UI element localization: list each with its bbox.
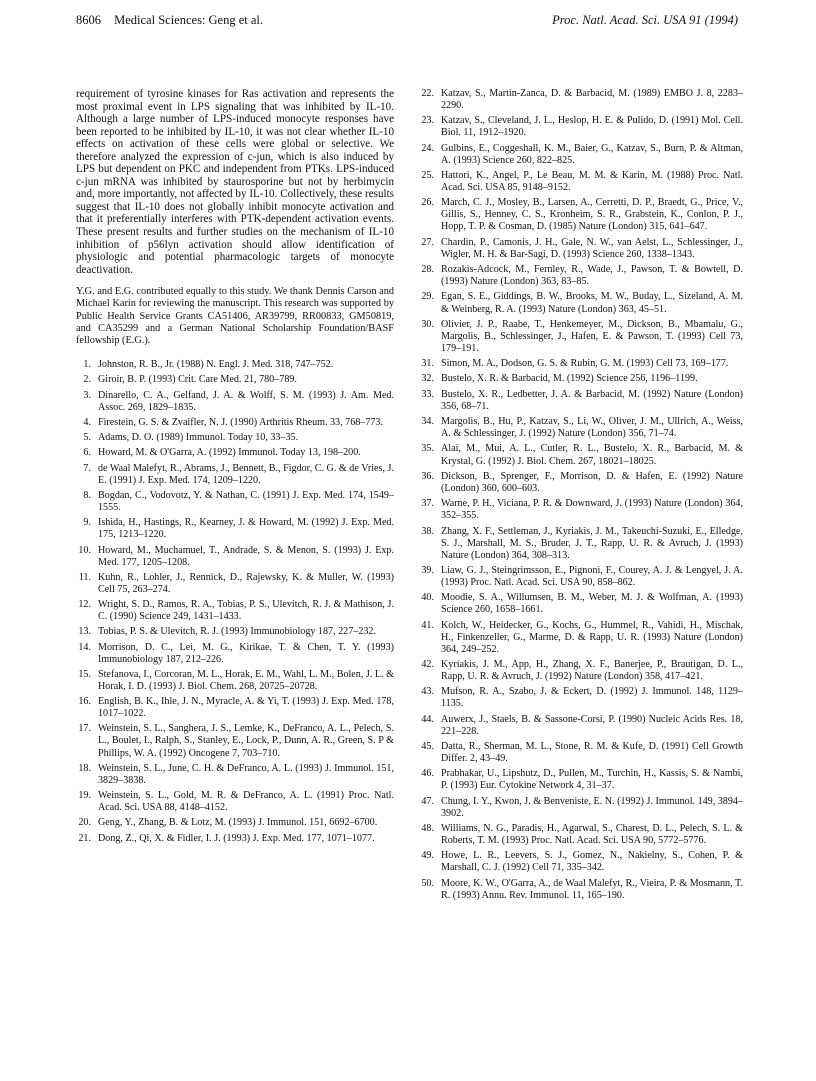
reference-number: 2. bbox=[83, 374, 91, 386]
journal-citation: Proc. Natl. Acad. Sci. USA 91 (1994) bbox=[552, 13, 738, 27]
reference-number: 31. bbox=[421, 358, 434, 370]
reference-text: Auwerx, J., Staels, B. & Sassone-Corsi, P. (1990) Nucleic Acids Res. 18, 221–228. bbox=[441, 713, 743, 737]
reference-text: Morrison, D. C., Lei, M. G., Kirikae, T. & Chen, T. Y. (1993) Immunobiology 187, 212–226. bbox=[98, 641, 394, 665]
reference-number: 3. bbox=[83, 389, 91, 401]
reference-item bbox=[76, 696, 394, 720]
reference-text: Liaw, G. J., Steingrimsson, E., Pignoni, F., Courey, A. J. & Lengyel, J. A. (1993) Proc. Natl. Acad. Sci. USA 90, 858–862. bbox=[441, 564, 743, 588]
reference-text: Kyriakis, J. M., App, H., Zhang, X. F., Banerjee, P., Brautigan, D. L., Rapp, U. R. & Avruch, J. (1992) Nature (London) 358, 417–421. bbox=[441, 658, 743, 683]
reference-number: 30. bbox=[421, 318, 434, 330]
reference-number: 38. bbox=[421, 525, 434, 537]
reference-text: Kolch, W., Heidecker, G., Kochs, G., Hummel, R., Vahidi, H., Mischak, H., Finkenzeller, G., Marme, D. & Rapp, U. R. (1993) Nature (London) 364, 249–252. bbox=[441, 619, 743, 655]
reference-item bbox=[76, 447, 394, 459]
reference-text: Bustelo, X. R., Ledbetter, J. A. & Barbacid, M. (1992) Nature (London) 356, 68–71. bbox=[441, 388, 743, 412]
reference-number: 49. bbox=[421, 850, 434, 862]
reference-text: Datta, R., Sherman, M. L., Stone, R. M. & Kufe, D. (1991) Cell Growth Differ. 2, 43–49. bbox=[441, 741, 743, 765]
reference-item bbox=[419, 88, 743, 112]
reference-text: Weinstein, S. L., Gold, M. R. & DeFranco, A. L. (1991) Proc. Natl. Acad. Sci. USA 88, 4148–4152. bbox=[98, 790, 394, 814]
reference-text: Alai, M., Mui, A. L., Cutler, R. L., Bustelo, X. R., Barbacid, M. & Krystal, G. (1992) J. Biol. Chem. 267, 18021–18025. bbox=[441, 443, 743, 467]
left-column bbox=[76, 88, 394, 848]
reference-number: 6. bbox=[83, 447, 91, 459]
reference-item bbox=[76, 463, 394, 487]
reference-number: 17. bbox=[78, 723, 91, 735]
reference-number: 9. bbox=[83, 517, 91, 529]
reference-item bbox=[419, 741, 743, 765]
reference-text: Katzav, S., Cleveland, J. L., Heslop, H. E. & Pulido, D. (1991) Mol. Cell. Biol. 11, 1912–1920. bbox=[441, 115, 743, 139]
reference-item bbox=[419, 443, 743, 467]
reference-text: Warne, P. H., Viciana, P. R. & Downward, J. (1993) Nature (London) 364, 352–355. bbox=[441, 498, 743, 522]
reference-text: Prabhakar, U., Lipshutz, D., Pullen, M., Turchin, H., Kassis, S. & Nambi, P. (1993) Eur. Cytokine Network 4, 31–37. bbox=[441, 768, 743, 792]
reference-item bbox=[419, 471, 743, 495]
reference-text: Mufson, R. A., Szabo, J. & Eckert, D. (1992) J. Immunol. 148, 1129–1135. bbox=[441, 686, 743, 710]
reference-number: 23. bbox=[421, 115, 434, 127]
reference-number: 18. bbox=[78, 762, 91, 774]
reference-number: 35. bbox=[421, 443, 434, 455]
reference-number: 4. bbox=[83, 416, 91, 428]
reference-number: 32. bbox=[421, 373, 434, 385]
reference-number: 8. bbox=[83, 489, 91, 501]
reference-text: English, B. K., Ihle, J. N., Myracle, A. & Yi, T. (1993) J. Exp. Med. 178, 1017–1022. bbox=[98, 696, 394, 720]
reference-text: Kuhn, R., Lohler, J., Rennick, D., Rajewsky, K. & Muller, W. (1993) Cell 75, 263–274. bbox=[98, 571, 394, 595]
reference-number: 11. bbox=[78, 571, 91, 583]
reference-text: Howe, L. R., Leevers, S. J., Gomez, N., Nakielny, S., Cohen, P. & Marshall, C. J. (1992) Cell 71, 335–342. bbox=[441, 850, 743, 874]
reference-number: 47. bbox=[421, 795, 434, 807]
reference-text: Hattori, K., Angel, P., Le Beau, M. M. & Karin, M. (1988) Proc. Natl. Acad. Sci. USA 85, 9148–9152. bbox=[441, 170, 743, 194]
reference-item bbox=[76, 374, 394, 386]
reference-item bbox=[419, 115, 743, 139]
reference-text: Margolis, B., Hu, P., Katzav, S., Li, W., Oliver, J. M., Ullrich, A., Weiss, A. & Schlessinger, J. (1992) Nature (London) 356, 71–74. bbox=[441, 416, 743, 440]
reference-number: 19. bbox=[78, 790, 91, 802]
reference-number: 34. bbox=[421, 416, 434, 428]
reference-item bbox=[419, 796, 743, 820]
reference-number: 33. bbox=[421, 388, 434, 400]
reference-item bbox=[419, 170, 743, 194]
reference-text: Rozakis-Adcock, M., Fernley, R., Wade, J., Pawson, T. & Bowtell, D. (1993) Nature (London) 363, 83–85. bbox=[441, 264, 743, 288]
reference-number: 27. bbox=[421, 236, 434, 248]
reference-text: Wright, S. D., Ramos, R. A., Tobias, P. S., Ulevitch, R. J. & Mathison, J. C. (1990) Science 249, 1431–1433. bbox=[98, 599, 394, 623]
reference-item bbox=[76, 763, 394, 787]
reference-item bbox=[76, 490, 394, 514]
reference-list-right bbox=[419, 88, 743, 902]
reference-item bbox=[419, 237, 743, 261]
reference-number: 29. bbox=[421, 291, 434, 303]
reference-text: Bogdan, C., Vodovotz, Y. & Nathan, C. (1991) J. Exp. Med. 174, 1549–1555. bbox=[98, 489, 394, 513]
reference-item bbox=[419, 823, 743, 847]
reference-item bbox=[419, 264, 743, 288]
reference-item bbox=[76, 517, 394, 541]
reference-item bbox=[419, 686, 743, 710]
reference-number: 43. bbox=[421, 686, 434, 698]
body-paragraph: requirement of tyrosine kinases for Ras activation and represents the most proximal event in LPS signaling that was inhibited by IL-10. Although a large number of LPS-induced monocyte responses have been reported to be inhibited by IL-10, it was not clear whether IL-10 effects on activation of these cells were global or selective. We therefore analyzed the expression of c-jun, which is also induced by LPS but dependent on PKC and independent from PTKs. LPS-induced c-jun mRNA was inhibited by staurosporine but not by herbimycin and, more importantly, not affected by IL-10. Collectively, these results suggest that IL-10 does not globally inhibit monocyte activation and that it preferentially interferes with PTK-dependent activation events. These present results and further studies on the mechanism of IL-10 inhibition of p56lyn activation should allow identification of physiologic and potential pharmacologic targets of monocyte deactivation. bbox=[76, 88, 394, 276]
reference-number: 21. bbox=[78, 832, 91, 844]
reference-item bbox=[76, 417, 394, 429]
reference-text: Weinstein, S. L., Sanghera, J. S., Lemke, K., DeFranco, A. L., Pelech, S. L., Boulet, I., Ralph, S., Stanley, E., Lock, P., Dunn, A. R., Green, S. P & Phillips, W. A. (1992) Oncogene 7, 703–710. bbox=[98, 723, 394, 759]
reference-item bbox=[419, 197, 743, 233]
reference-number: 42. bbox=[421, 658, 434, 670]
reference-number: 13. bbox=[78, 626, 91, 638]
reference-text: Geng, Y., Zhang, B. & Lotz, M. (1993) J. Immunol. 151, 6692–6700. bbox=[98, 817, 378, 829]
reference-text: Dickson, B., Sprenger, F., Morrison, D. & Hafen, E. (1992) Nature (London) 360, 600–603. bbox=[441, 470, 743, 494]
reference-number: 7. bbox=[83, 462, 91, 474]
page-number: 8606 bbox=[76, 13, 101, 27]
reference-text: Zhang, X. F., Settleman, J., Kyriakis, J. M., Takeuchi-Suzuki, E., Elledge, S. J., Marshall, M. S., Bruder, J. T., Rapp, U. R. & Avruch, J. (1993) Nature (London) 364, 308–313. bbox=[441, 525, 743, 561]
reference-text: Williams, N. G., Paradis, H., Agarwal, S., Charest, D. L., Pelech, S. L. & Roberts, T. M. (1993) Proc. Natl. Acad. Sci. USA 90, 5772–5776. bbox=[441, 823, 743, 847]
reference-text: Dong, Z., Qi, X. & Fidler, I. J. (1993) J. Exp. Med. 177, 1071–1077. bbox=[98, 832, 375, 844]
right-column bbox=[419, 88, 743, 905]
reference-number: 24. bbox=[421, 142, 434, 154]
reference-number: 50. bbox=[421, 877, 434, 889]
reference-item bbox=[419, 373, 743, 385]
reference-item bbox=[419, 143, 743, 167]
reference-number: 15. bbox=[78, 668, 91, 680]
reference-item bbox=[76, 833, 394, 845]
reference-item bbox=[419, 565, 743, 589]
reference-text: Olivier, J. P., Raabe, T., Henkemeyer, M., Dickson, B., Mbamalu, G., Margolis, B., Schlessinger, J., Hafen, E. & Pawson, T. (1993) Cell 73, 179–191. bbox=[441, 318, 743, 354]
reference-text: Egan, S. E., Giddings, B. W., Brooks, M. W., Buday, L., Sizeland, A. M. & Weinberg, R. A. (1993) Nature (London) 363, 45–51. bbox=[441, 291, 743, 315]
reference-item bbox=[419, 659, 743, 683]
reference-item bbox=[419, 714, 743, 738]
reference-text: Giroir, B. P. (1993) Crit. Care Med. 21, 780–789. bbox=[98, 374, 297, 386]
reference-number: 10. bbox=[78, 544, 91, 556]
reference-list-left bbox=[76, 359, 394, 844]
reference-text: Howard, M., Muchamuel, T., Andrade, S. & Menon, S. (1993) J. Exp. Med. 177, 1205–1208. bbox=[98, 544, 394, 568]
reference-item bbox=[76, 359, 394, 371]
reference-item bbox=[76, 817, 394, 829]
reference-number: 5. bbox=[83, 432, 91, 444]
reference-number: 44. bbox=[421, 713, 434, 725]
reference-item bbox=[76, 545, 394, 569]
reference-number: 41. bbox=[421, 619, 434, 631]
reference-number: 25. bbox=[421, 170, 434, 182]
reference-item bbox=[76, 599, 394, 623]
reference-number: 26. bbox=[421, 197, 434, 209]
reference-text: Chung, I. Y., Kwon, J. & Benveniste, E. N. (1992) J. Immunol. 149, 3894–3902. bbox=[441, 795, 743, 819]
reference-item bbox=[419, 416, 743, 440]
reference-number: 14. bbox=[78, 641, 91, 653]
reference-text: March, C. J., Mosley, B., Larsen, A., Cerretti, D. P., Braedt, G., Price, V., Gillis, S., Henney, C. S., Kronheim, S. R., Grabstein, K., Conlon, P. J., Hopp, T. P. & Cosman, D. (1985) Nature (London) 315, 641–647. bbox=[441, 197, 743, 233]
reference-text: Tobias, P. S. & Ulevitch, R. J. (1993) Immunobiology 187, 227–232. bbox=[98, 626, 376, 638]
reference-text: Firestein, G. S. & Zvaifler, N. J. (1990) Arthritis Rheum. 33, 768–773. bbox=[98, 416, 383, 428]
reference-text: Howard, M. & O'Garra, A. (1992) Immunol. Today 13, 198–200. bbox=[98, 447, 361, 459]
reference-item bbox=[419, 319, 743, 355]
reference-text: Dinarello, C. A., Gelfand, J. A. & Wolff, S. M. (1993) J. Am. Med. Assoc. 269, 1829–1835. bbox=[98, 389, 394, 413]
reference-text: Katzav, S., Martin-Zanca, D. & Barbacid, M. (1989) EMBO J. 8, 2283–2290. bbox=[441, 88, 743, 112]
reference-number: 36. bbox=[421, 470, 434, 482]
reference-item bbox=[76, 626, 394, 638]
reference-text: Simon, M. A., Dodson, G. S. & Rubin, G. M. (1993) Cell 73, 169–177. bbox=[441, 358, 729, 370]
reference-item bbox=[76, 669, 394, 693]
reference-text: de Waal Malefyt, R., Abrams, J., Bennett, B., Figdor, C. G. & de Vries, J. E. (1991) J. Exp. Med. 174, 1209–1220. bbox=[98, 462, 394, 486]
reference-item bbox=[419, 498, 743, 522]
reference-text: Moore, K. W., O'Garra, A., de Waal Malefyt, R., Vieira, P. & Mosmann, T. R. (1993) Annu. Rev. Immunol. 11, 165–190. bbox=[441, 877, 743, 901]
reference-text: Adams, D. O. (1989) Immunol. Today 10, 33–35. bbox=[98, 432, 299, 444]
reference-number: 16. bbox=[78, 696, 91, 708]
reference-number: 45. bbox=[421, 741, 434, 752]
reference-text: Johnston, R. B., Jr. (1988) N. Engl. J. Med. 318, 747–752. bbox=[98, 359, 334, 371]
reference-item bbox=[419, 620, 743, 656]
reference-number: 46. bbox=[421, 768, 434, 780]
reference-text: Ishida, H., Hastings, R., Kearney, J. & Howard, M. (1992) J. Exp. Med. 175, 1213–1220. bbox=[98, 517, 394, 541]
reference-number: 20. bbox=[78, 817, 91, 829]
running-title: Medical Sciences: Geng et al. bbox=[114, 13, 264, 27]
reference-item bbox=[76, 572, 394, 596]
reference-item bbox=[419, 878, 743, 902]
reference-item bbox=[76, 790, 394, 814]
reference-item bbox=[76, 390, 394, 414]
reference-item bbox=[419, 850, 743, 874]
reference-number: 48. bbox=[421, 823, 434, 835]
page-header bbox=[76, 10, 738, 32]
reference-number: 1. bbox=[83, 359, 91, 371]
reference-number: 28. bbox=[421, 264, 434, 276]
reference-item bbox=[419, 526, 743, 562]
reference-item bbox=[76, 723, 394, 759]
reference-item bbox=[419, 389, 743, 413]
header-left bbox=[76, 13, 263, 28]
reference-text: Weinstein, S. L., June, C. H. & DeFranco, A. L. (1993) J. Immunol. 151, 3829–3838. bbox=[98, 762, 394, 786]
reference-text: Chardin, P., Camonis, J. H., Gale, N. W., van Aelst, L., Schlessinger, J., Wigler, M. H. & Bar-Sagi, D. (1993) Science 260, 1338–1343. bbox=[441, 236, 743, 260]
reference-item bbox=[76, 642, 394, 666]
reference-item bbox=[419, 592, 743, 616]
reference-number: 12. bbox=[78, 599, 91, 611]
reference-number: 37. bbox=[421, 498, 434, 510]
reference-text: Moodie, S. A., Willumsen, B. M., Weber, M. J. & Wolfman, A. (1993) Science 260, 1658–1661. bbox=[441, 592, 743, 616]
reference-text: Gulbins, E., Coggeshall, K. M., Baier, G., Katzav, S., Burn, P. & Altman, A. (1993) Science 260, 822–825. bbox=[441, 142, 743, 166]
reference-item bbox=[419, 358, 743, 370]
reference-text: Bustelo, X. R. & Barbacid, M. (1992) Science 256, 1196–1199. bbox=[441, 373, 698, 385]
reference-number: 22. bbox=[421, 88, 434, 99]
reference-item bbox=[76, 432, 394, 444]
reference-text: Stefanova, I., Corcoran, M. L., Horak, E. M., Wahl, L. M., Bolen, J. L. & Horak, I. D. (1993) J. Biol. Chem. 268, 20725–20728. bbox=[98, 668, 394, 692]
reference-item bbox=[419, 768, 743, 792]
reference-number: 40. bbox=[421, 592, 434, 604]
acknowledgment: Y.G. and E.G. contributed equally to this study. We thank Dennis Carson and Michael Karin for reviewing the manuscript. This research was supported by Public Health Service Grants CA51406, AR39799, RR00833, GM50819, and CA35299 and a German National Scholarship Foundation/BASF fellowship (E.G.). bbox=[76, 286, 394, 347]
reference-item bbox=[419, 291, 743, 315]
reference-number: 39. bbox=[421, 564, 434, 576]
